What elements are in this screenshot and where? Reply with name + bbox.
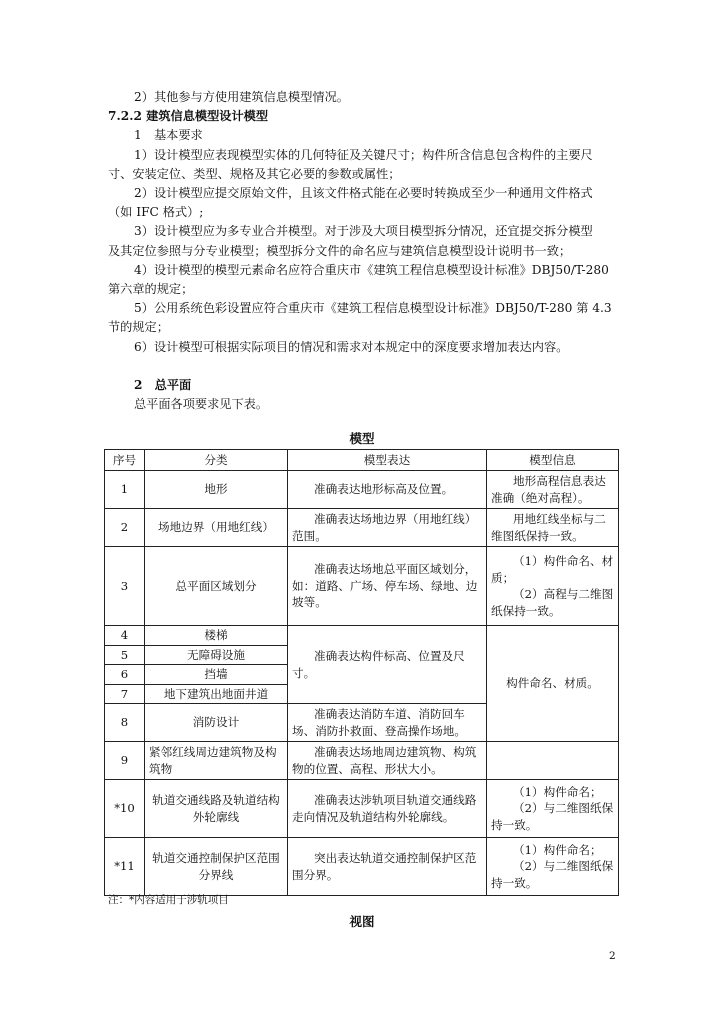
row-number: 7 — [105, 684, 145, 704]
header-cell: 分类 — [145, 450, 288, 471]
row-category: 地形 — [145, 471, 288, 509]
paragraph: 第六章的规定； — [108, 282, 194, 296]
row-info: 用地红线坐标与二维图纸保持一致。 — [487, 509, 619, 547]
row-info — [487, 780, 619, 838]
row-info — [487, 742, 619, 780]
page-number: 2 — [609, 950, 616, 962]
row-expression: 突出表达轨道交通控制保护区范围分界。 — [288, 838, 487, 896]
subsection-heading: 2 总平面 — [134, 378, 192, 392]
section-heading: 7.2.2 建筑信息模型设计模型 — [108, 109, 269, 123]
table-header-row — [105, 450, 619, 471]
row-expression: 准确表达涉轨项目轨道交通线路走向情况及轨道结构外轮廓线。 — [288, 780, 487, 838]
paragraph: 3）设计模型应为多专业合并模型。对于涉及大项目模型拆分情况，还宜提交拆分模型 — [134, 224, 593, 238]
row-info-line: （1）构件命名； — [513, 842, 602, 857]
row-expression: 准确表达场地边界（用地红线）范围。 — [288, 509, 487, 547]
row-category: 消防设计 — [145, 704, 288, 742]
paragraph: 寸、安装定位、类型、规格及其它必要的参数或属性； — [108, 167, 401, 181]
table-note: 注：*内容适用于涉轨项目 — [108, 894, 229, 906]
row-category: 楼梯 — [145, 626, 288, 646]
paragraph: 1）设计模型应表现模型实体的几何特征及关键尺寸；构件所含信息包含构件的主要尺 — [134, 148, 593, 162]
row-info: 地形高程信息表达准确（绝对高程）。 — [487, 471, 619, 509]
table-row — [105, 471, 619, 509]
row-info-line: （2）与二维图纸保持一致。 — [491, 801, 614, 832]
paragraph: 2）设计模型应提交原始文件，且该文件格式能在必要时转换成至少一种通用文件格式 — [134, 186, 593, 200]
row-number: *10 — [105, 780, 145, 838]
model-table — [104, 449, 619, 896]
table-row — [105, 838, 619, 896]
table-title: 模型 — [349, 431, 375, 446]
subsection-heading: 1 基本要求 — [134, 128, 203, 142]
header-cell: 模型信息 — [487, 450, 619, 471]
row-expression: 准确表达地形标高及位置。 — [288, 471, 487, 509]
row-number: *11 — [105, 838, 145, 896]
row-number: 2 — [105, 509, 145, 547]
row-category: 总平面区域划分 — [145, 547, 288, 626]
row-number: 4 — [105, 626, 145, 646]
row-category: 轨道交通控制保护区范围分界线 — [145, 838, 288, 896]
table-row — [105, 780, 619, 838]
table-row — [105, 742, 619, 780]
paragraph: 及其定位参照与分专业模型；模型拆分文件的命名应与建筑信息模型设计说明书一致； — [108, 244, 572, 258]
table-row — [105, 509, 619, 547]
row-info — [487, 547, 619, 626]
paragraph: 总平面各项要求见下表。 — [134, 397, 269, 411]
row-category: 场地边界（用地红线） — [145, 509, 288, 547]
header-cell: 模型表达 — [288, 450, 487, 471]
row-expression: 准确表达场地总平面区域划分，如：道路、广场、停车场、绿地、边坡等。 — [288, 547, 487, 626]
table-row — [105, 626, 619, 646]
row-number: 3 — [105, 547, 145, 626]
paragraph: （如 IFC 格式）; — [108, 205, 204, 219]
group-expression: 准确表达构件标高、位置及尺寸。 — [288, 626, 487, 704]
row-info — [487, 838, 619, 896]
row-number: 8 — [105, 704, 145, 742]
row-category: 紧邻红线周边建筑物及构筑物 — [145, 742, 288, 780]
paragraph: 4）设计模型的模型元素命名应符合重庆市《建筑工程信息模型设计标准》DBJ50/T-280 — [134, 263, 609, 277]
row-info-line: （2）与二维图纸保持一致。 — [491, 859, 614, 890]
row-number: 6 — [105, 665, 145, 685]
row-info-line: （1）构件命名； — [513, 784, 602, 799]
row-expression: 准确表达消防车道、消防回车场、消防扑救面、登高操作场地。 — [288, 704, 487, 742]
next-table-title: 视图 — [349, 914, 375, 929]
row-number: 5 — [105, 645, 145, 665]
paragraph: 2）其他参与方使用建筑信息模型情况。 — [134, 90, 349, 104]
row-number: 9 — [105, 742, 145, 780]
row-category: 地下建筑出地面井道 — [145, 684, 288, 704]
row-category: 无障碍设施 — [145, 645, 288, 665]
header-cell: 序号 — [105, 450, 145, 471]
paragraph: 节的规定； — [108, 320, 169, 334]
row-number: 1 — [105, 471, 145, 509]
group-info: 构件命名、材质。 — [487, 626, 619, 742]
row-category: 挡墙 — [145, 665, 288, 685]
row-category: 轨道交通线路及轨道结构外轮廓线 — [145, 780, 288, 838]
table-row — [105, 547, 619, 626]
row-info-line: （2）高程与二维图纸保持一致。 — [491, 587, 614, 618]
paragraph: 6）设计模型可根据实际项目的情况和需求对本规定中的深度要求增加表达内容。 — [134, 340, 569, 354]
paragraph: 5）公用系统色彩设置应符合重庆市《建筑工程信息模型设计标准》DBJ50/T-280 第 4.3 — [134, 301, 612, 315]
row-info-line: （1）构件命名、材质； — [491, 554, 614, 585]
row-expression: 准确表达场地周边建筑物、构筑物的位置、高程、形状大小。 — [288, 742, 487, 780]
